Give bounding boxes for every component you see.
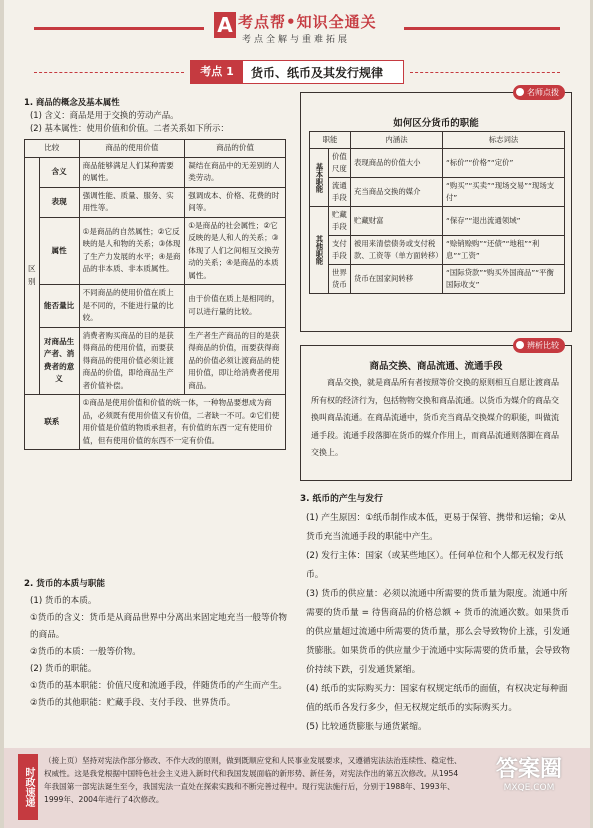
function-keywords: “赊销赊购”“还债”“地租”“利息”“工资”	[443, 236, 565, 265]
topic-bar	[190, 60, 404, 84]
footer-tag: 时政速递	[18, 754, 38, 820]
compare-title: 商品交换、商品流通、流通手段	[369, 361, 503, 372]
footer-text: （接上页）坚持对宪法作部分修改、不作大改的原则，做到既顺应党和人民事业发展要求，又遵循宪法法治连续性、稳定性、权威性。这是我党根据中国特色社会主义进入新时代和我国发展面临的新形势、新任务，对宪法作出的第五次修改。从1954年我国第一部宪法诞生至今，我国宪法一直处在探索实践和不断完善过程中。现行宪法施行后，分别于1988年、1993年、1999年、2004年进行了4次修改。	[44, 756, 462, 804]
header-brand	[204, 6, 404, 50]
compare-badge: 辨析比较	[513, 338, 565, 353]
compare-body: 商品交换，就是商品所有者按照等价交换的原则相互自愿让渡商品所有权的经济行为，包括物物交换和商品流通。以货币为媒介的商品交换叫商品流通。在商品流通中，货币充当商品交换媒介的职能，叫做流通手段。流通手段落脚在货币的媒介作用上，而商品流通则落脚在商品交换上。	[311, 378, 559, 457]
row-label: 表现	[39, 187, 79, 217]
comparison-table	[24, 139, 286, 450]
function-keywords: “标价”“价格”“定价”	[443, 149, 565, 178]
table-cell: ①商品是使用价值和价值的统一体，一种物品要想成为商品，必须既有使用价值又有价值，二者缺一不可。②它们使用价值是价值的物质承担者，有价值的东西一定有使用价值，但有使用价值的东西不一定有价值。	[79, 395, 285, 450]
function-table	[309, 131, 565, 294]
function-name: 价值尺度	[329, 149, 351, 178]
paragraph: (4) 纸币的实际购买力：国家有权规定纸币的面值，有权决定每种面值的纸币各发行多少，但无权规定纸币的实际购买力。	[306, 684, 568, 713]
row-label: 能否量比	[39, 285, 79, 328]
topic-title: 货币、纸币及其发行规律	[251, 66, 384, 80]
paragraph: ②货币的本质：一般等价物。	[30, 647, 141, 657]
section-paper-money	[300, 490, 572, 737]
watermark-logo	[474, 752, 584, 822]
function-name: 贮藏手段	[329, 207, 351, 236]
table-cell: 不同商品的使用价值在质上是不同的，不能进行量的比较。	[79, 285, 185, 328]
function-keywords: “购买”“买卖”“现场交易”“现场支付”	[443, 178, 565, 207]
table-cell: 生产者生产商品的目的是获得商品的价值，而要获得商品的价值必须让渡商品的使用价值，即让给消费者使用商品。	[185, 327, 286, 395]
table-cell: 凝结在商品中的无差别的人类劳动。	[185, 157, 286, 187]
tip-badge: 名师点拨	[513, 85, 565, 100]
divider-left	[34, 72, 184, 73]
table-cell: 消费者购买商品的目的是获得商品的使用价值，而要获得商品的使用价值必须让渡商品的价值，即给商品生产者价值补偿。	[79, 327, 185, 395]
table-cell: 强调成本、价格、花费的时间等。	[185, 187, 286, 217]
group-label: 区别	[25, 157, 40, 395]
divider-right	[410, 72, 560, 73]
brand-title: 考点帮•知识全通关	[238, 13, 377, 31]
row-label: 含义	[39, 157, 79, 187]
function-keywords: “国际贷款”“购买外国商品”“平衡国际收支”	[443, 265, 565, 294]
section-money	[24, 576, 294, 712]
paragraph: (2) 发行主体：国家（或某些地区）。任何单位和个人都无权发行纸币。	[306, 551, 564, 580]
row-label: 属性	[39, 217, 79, 285]
brand-subtitle: 考点全解与重难拓展	[242, 35, 351, 45]
function-meaning: 贮藏财富	[351, 207, 443, 236]
paragraph: (2) 货币的职能。	[30, 664, 97, 674]
watermark-text: 答案圈	[495, 757, 562, 782]
table-header: 职能	[310, 132, 351, 149]
paragraph: ②货币的其他职能：贮藏手段、支付手段、世界货币。	[30, 698, 236, 708]
section-heading: 3. 纸币的产生与发行	[300, 494, 383, 504]
group-label: 其他职能	[310, 207, 329, 294]
tip-box	[300, 88, 572, 332]
paragraph: (1) 货币的本质。	[30, 596, 97, 606]
section-heading: 2. 货币的本质与职能	[24, 579, 105, 589]
table-cell: 强调性能、质量、服务、实用性等。	[79, 187, 185, 217]
function-meaning: 充当商品交换的媒介	[351, 178, 443, 207]
function-meaning: 表现商品的价值大小	[351, 149, 443, 178]
page	[4, 0, 590, 828]
paragraph: (3) 货币的供应量：必须以流通中所需要的货币量为限度。流通中所需要的货币量 = 待售商品的价格总额 ÷ 货币的流通次数。如果货币的供应量超过流通中所需要的货币量，那么会导致物价上涨，引发通货膨胀。如果货币的供应量少于流通中实际需要的货币量，会导致物价持续下跌，引发通货紧缩。	[306, 589, 570, 675]
table-cell: ①是商品的社会属性；②它反映的是人和人的关系；③体现了人们之间相互交换劳动的关系；④是商品的本质属性。	[185, 217, 286, 285]
table-cell: 商品能够满足人们某种需要的属性。	[79, 157, 185, 187]
paragraph: (1) 产生原因：①纸币制作成本低，更易于保管、携带和运输；②从货币充当流通手段的职能中产生。	[306, 513, 566, 542]
header	[4, 0, 590, 56]
section-commodity	[24, 96, 294, 450]
table-cell: ①是商品的自然属性；②它反映的是人和物的关系；③体现了生产力发展的水平；④是商品的非本质、非本质属性。	[79, 217, 185, 285]
tip-title: 如何区分货币的职能	[393, 118, 479, 129]
function-meaning: 货币在国家间转移	[351, 265, 443, 294]
section-heading: 1. 商品的概念及基本属性	[24, 97, 120, 107]
function-name: 支付手段	[329, 236, 351, 265]
paragraph: ①货币的基本职能：价值尺度和流通手段，伴随货币的产生而产生。	[30, 681, 287, 691]
function-name: 流通手段	[329, 178, 351, 207]
paragraph: ①货币的含义：货币是从商品世界中分离出来固定地充当一般等价物的商品。	[30, 613, 287, 640]
table-cell: 由于价值在质上是相同的，可以进行量的比较。	[185, 285, 286, 328]
row-label: 对商品生产者、消费者的意义	[39, 327, 79, 395]
topic-tag: 考点 1	[191, 61, 243, 83]
compare-box	[300, 341, 572, 481]
brand-letter: A	[214, 12, 236, 38]
row-label: 联系	[25, 395, 80, 450]
group-label: 基本职能	[310, 149, 329, 207]
function-meaning: 被用来清偿债务或支付税款、工资等（单方面转移）	[351, 236, 443, 265]
table-header: 内涵法	[351, 132, 443, 149]
paragraph: (1) 含义：商品是用于交换的劳动产品。	[30, 110, 179, 120]
paragraph: (5) 比较通货膨胀与通货紧缩。	[306, 722, 427, 732]
watermark-url: MXQE.COM	[503, 783, 555, 793]
table-header: 商品的价值	[185, 140, 286, 158]
function-keywords: “保存”“退出流通领域”	[443, 207, 565, 236]
table-header: 比较	[25, 140, 80, 158]
table-header: 标志词法	[443, 132, 565, 149]
paragraph: (2) 基本属性：使用价值和价值。二者关系如下所示：	[30, 123, 229, 133]
function-name: 世界货币	[329, 265, 351, 294]
table-header: 商品的使用价值	[79, 140, 185, 158]
